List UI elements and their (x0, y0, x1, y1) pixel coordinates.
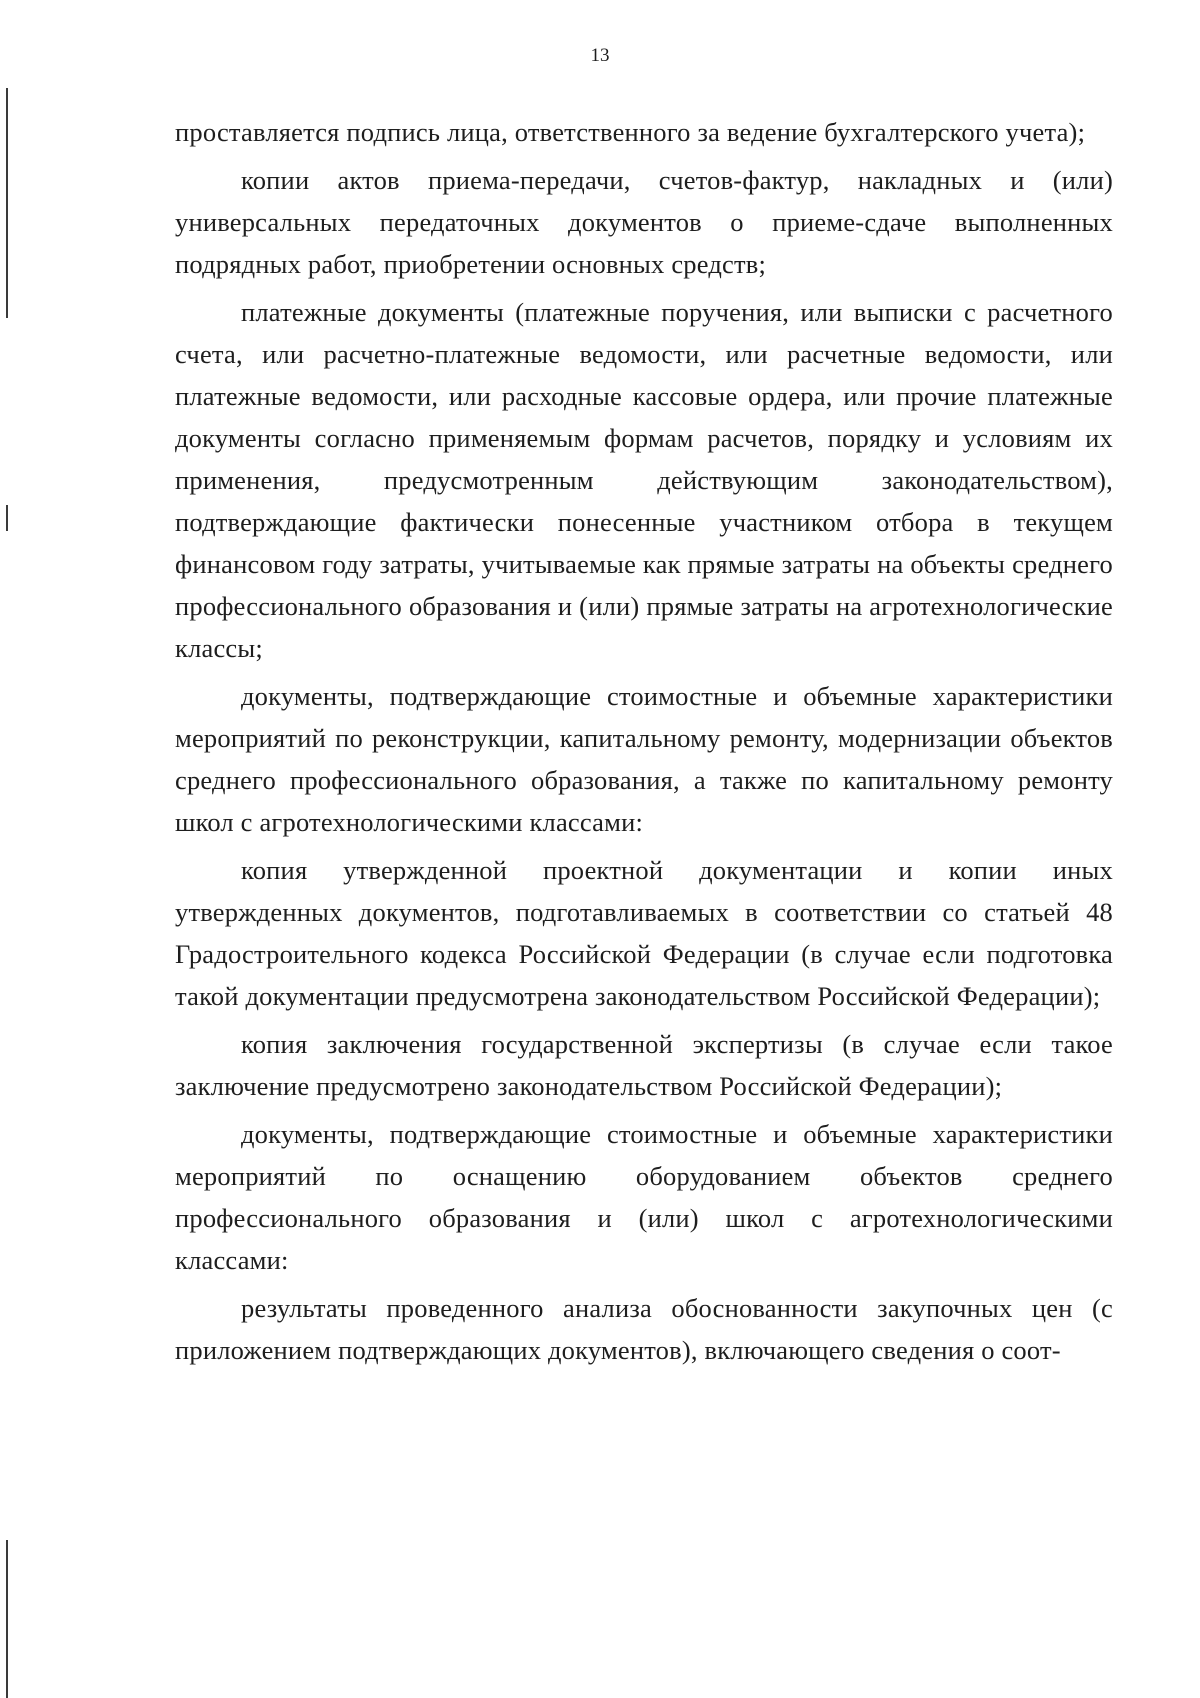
paragraph: копия утвержденной проектной документации и копии иных утвержденных документов, подготавливаемых в соответствии со статьей 48 Градостроительного кодекса Российской Федерации (в случае если подготовка такой документации предусмотрена законодательством Российской Федерации); (175, 855, 1113, 1011)
scan-edge-mark (6, 88, 8, 318)
scan-edge-mark (6, 1540, 8, 1698)
scan-edge-mark (6, 505, 8, 531)
paragraph: проставляется подпись лица, ответственного за ведение бухгалтерского учета); (175, 117, 1086, 147)
paragraph: копии актов приема-передачи, счетов-фактур, накладных и (или) универсальных передаточных документов о приеме-сдаче выполненных подрядных работ, приобретении основных средств; (175, 165, 1113, 279)
paragraph: копия заключения государственной экспертизы (в случае если такое заключение предусмотрено законодательством Российской Федерации); (175, 1029, 1113, 1101)
paragraph: документы, подтверждающие стоимостные и объемные характеристики мероприятий по оснащению оборудованием объектов среднего профессионального образования и (или) школ с агротехнологическими классами: (175, 1119, 1113, 1275)
paragraph: документы, подтверждающие стоимостные и объемные характеристики мероприятий по реконструкции, капитальному ремонту, модернизации объектов среднего профессионального образования, а также по капитальному ремонту школ с агротехнологическими классами: (175, 681, 1113, 837)
paragraph: результаты проведенного анализа обоснованности закупочных цен (с приложением подтверждающих документов), включающего сведения о соот- (175, 1293, 1113, 1365)
page-number: 13 (590, 45, 610, 66)
document-body (175, 111, 1113, 1377)
paragraph: платежные документы (платежные поручения, или выписки с расчетного счета, или расчетно-платежные ведомости, или расчетные ведомости, или платежные ведомости, или расходные кассовые ордера, или прочие платежные документы согласно применяемым формам расчетов, порядку и условиям их применения, предусмотренным действующим законодательством), подтверждающие фактически понесенные участником отбора в текущем финансовом году затраты, учитываемые как прямые затраты на объекты среднего профессионального образования и (или) прямые затраты на агротехнологические классы; (175, 297, 1113, 663)
